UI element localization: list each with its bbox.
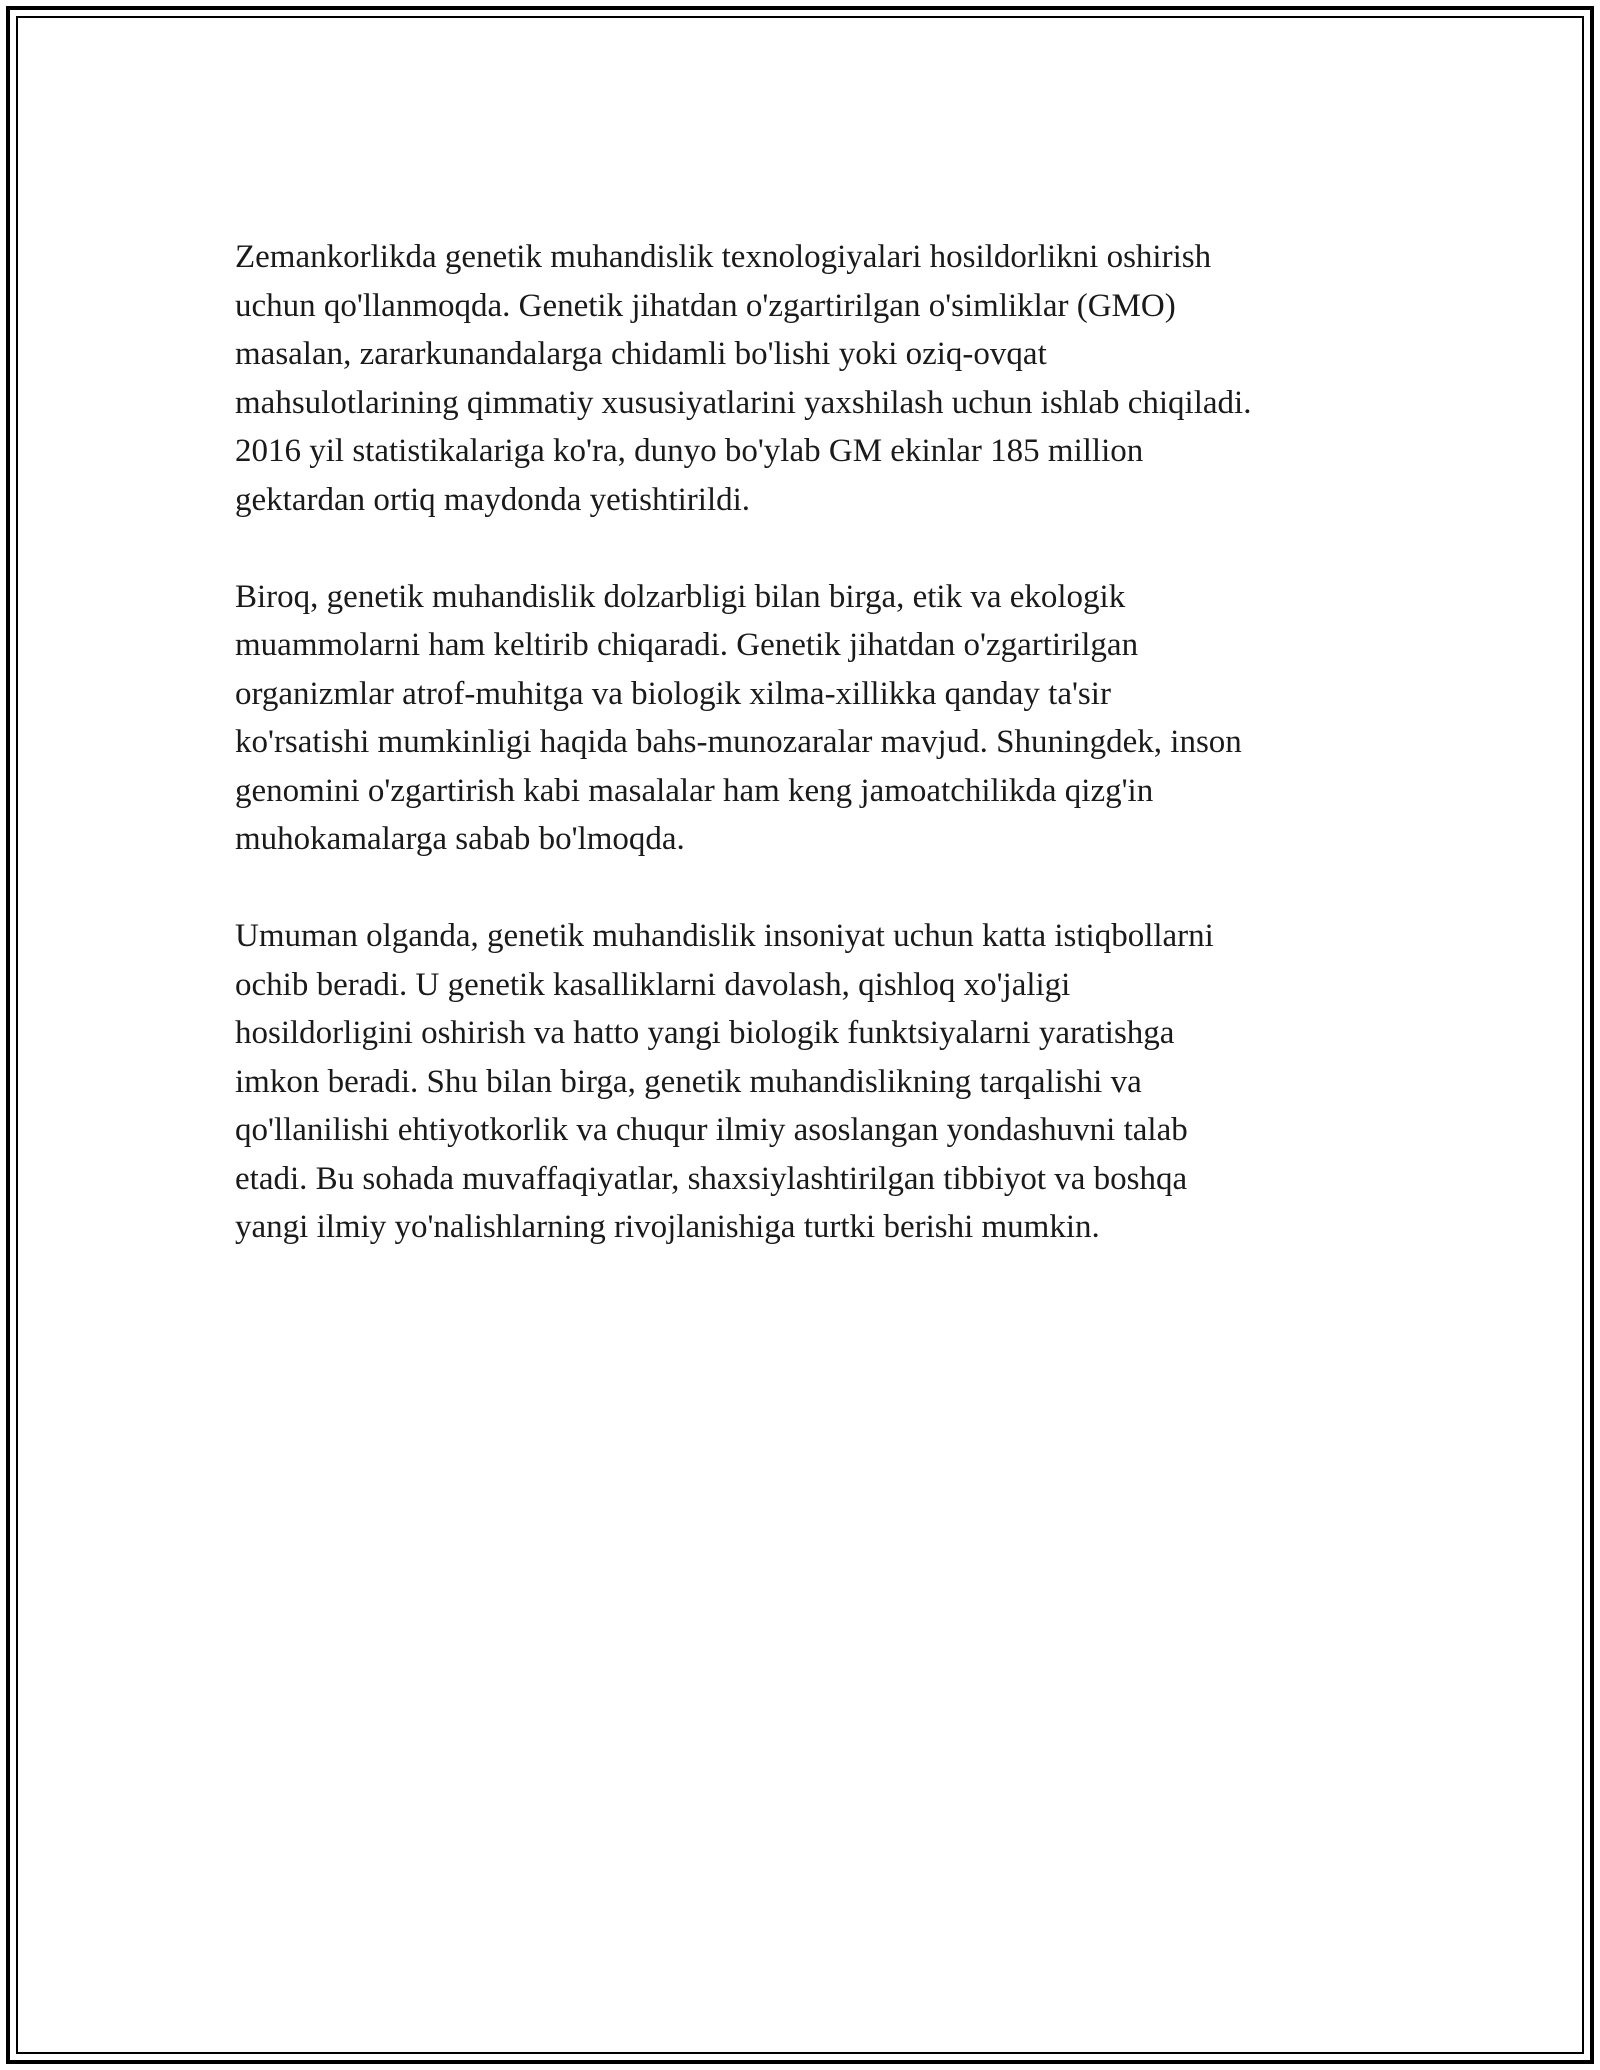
- text-line: mahsulotlarining qimmatiy xususiyatlarini yaxshilash uchun ishlab chiqiladi.: [235, 384, 1252, 421]
- text-line: ochib beradi. U genetik kasalliklarni davolash, qishloq xo'jaligi: [235, 966, 1071, 1003]
- text-line: Zemankorlikda genetik muhandislik texnologiyalari hosildorlikni oshirish: [235, 239, 1212, 275]
- text-line: muhokamalarga sabab bo'lmoqda.: [235, 821, 685, 857]
- text-line: masalan, zararkunandalarga chidamli bo'lishi yoki oziq-ovqat: [235, 336, 1047, 372]
- paragraph-3: [235, 912, 1395, 1252]
- text-line: organizmlar atrof-muhitga va biologik xilma-xillikka qanday ta'sir: [235, 675, 1111, 712]
- paragraph-2: [235, 573, 1395, 864]
- text-line: imkon beradi. Shu bilan birga, genetik muhandislikning tarqalishi va: [235, 1063, 1142, 1100]
- text-line: qo'llanilishi ehtiyotkorlik va chuqur ilmiy asoslangan yondashuvni talab: [235, 1112, 1188, 1148]
- text-line: yangi ilmiy yo'nalishlarning rivojlanishiga turtki berishi mumkin.: [235, 1209, 1100, 1245]
- text-line: Biroq, genetik muhandislik dolzarbligi bilan birga, etik va ekologik: [235, 578, 1126, 615]
- text-line: genomini o'zgartirish kabi masalalar ham keng jamoatchilikda qizg'in: [235, 772, 1154, 809]
- text-line: 2016 yil statistikalariga ko'ra, dunyo bo'ylab GM ekinlar 185 million: [235, 433, 1144, 469]
- document-body: [235, 233, 1395, 1300]
- text-line: Umuman olganda, genetik muhandislik insoniyat uchun katta istiqbollarni: [235, 918, 1214, 954]
- text-line: etadi. Bu sohada muvaffaqiyatlar, shaxsiylashtirilgan tibbiyot va boshqa: [235, 1160, 1188, 1197]
- text-line: uchun qo'llanmoqda. Genetik jihatdan o'zgartirilgan o'simliklar (GMO): [235, 287, 1176, 324]
- text-line: ko'rsatishi mumkinligi haqida bahs-munozaralar mavjud. Shuningdek, inson: [235, 724, 1242, 760]
- text-line: gektardan ortiq maydonda yetishtirildi.: [235, 481, 751, 518]
- text-line: hosildorligini oshirish va hatto yangi biologik funktsiyalarni yaratishga: [235, 1015, 1175, 1051]
- text-line: muammolarni ham keltirib chiqaradi. Genetik jihatdan o'zgartirilgan: [235, 627, 1139, 663]
- paragraph-1: [235, 233, 1395, 524]
